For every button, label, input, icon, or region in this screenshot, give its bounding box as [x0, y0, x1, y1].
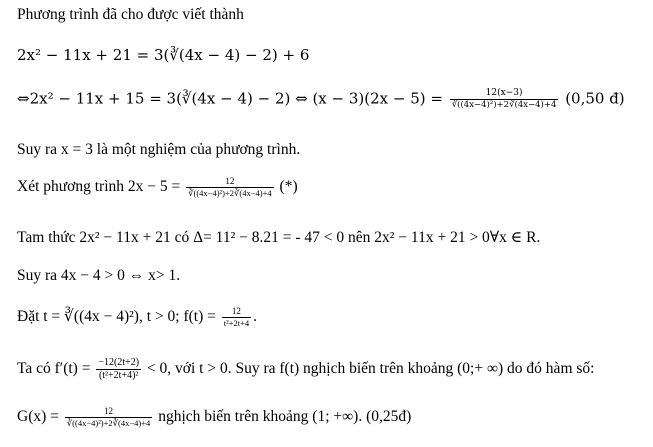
- function-g-denominator: ∛((4x−4)²)+2∛(4x−4)+4: [66, 418, 151, 428]
- function-g-right: nghịch biến trên khoảng (1; +∞). (0,25đ): [158, 408, 412, 426]
- substitution-fraction: [222, 306, 251, 329]
- derivative-denominator: (t²+2t+4)²: [96, 369, 141, 382]
- equation-2-denominator: ∛((4x−4)²)+2∛(4x−4)+4: [451, 100, 557, 110]
- function-g-numerator: 12: [104, 406, 114, 416]
- derivative-right: < 0, với t > 0. Suy ra f(t) nghịch biến trên khoảng (0;+ ∞) do đó hàm số:: [146, 360, 595, 378]
- function-g-text: [17, 406, 411, 429]
- equation-2: [17, 88, 625, 111]
- substitution-denominator: t²+2t+4: [223, 318, 250, 328]
- consider-left: Xét phương trình 2x − 5 =: [17, 178, 181, 196]
- derivative-fraction: [96, 357, 141, 382]
- function-g-fraction: [65, 406, 153, 429]
- derivative-text: [17, 357, 594, 382]
- equation-2-fraction: [450, 88, 559, 111]
- derivative-left: Ta có f′(t) =: [17, 360, 91, 378]
- inference-text: Suy ra 4x − 4 > 0 ⇔ x> 1.: [17, 267, 181, 284]
- consider-numerator: 12: [225, 176, 235, 186]
- consider-fraction: [186, 176, 274, 199]
- equation-1: 2x² − 11x + 21 = 3(∛(4x − 4) − 2) + 6: [17, 46, 310, 64]
- consider-denominator: ∛((4x−4)²)+2∛(4x−4)+4: [188, 188, 272, 198]
- function-g-left: G(x) =: [17, 408, 59, 426]
- equation-2-numerator: 12(x−3): [485, 88, 523, 98]
- trinomial-text: Tam thức 2x² − 11x + 21 có Δ= 11² − 8.21 = - 47 < 0 nên 2x² − 11x + 21 > 0∀x ∈ R.: [17, 229, 541, 246]
- consider-equation: [17, 176, 298, 199]
- consider-mark: (*): [279, 178, 298, 196]
- substitution-text: Đặt t = ∛((4x − 4)²), t > 0; f(t) = $\frac{12}{\text{t²+2t+4}}$ .: [17, 306, 257, 328]
- equation-2-left: ⇔2x² − 11x + 15 = 3(∛(4x − 4) − 2) ⇔ (x − 3)(2x − 5) =: [17, 89, 443, 108]
- equation-2-score: (0,50 đ): [565, 89, 625, 108]
- derivative-numerator: −12(2t+2): [98, 357, 140, 368]
- substitution-left: Đặt t = ∛((4x − 4)²), t > 0; f(t) =: [17, 308, 216, 326]
- substitution-numerator: 12: [231, 306, 241, 316]
- intro-text: Phương trình đã cho được viết thành: [17, 6, 244, 23]
- root-statement: Suy ra x = 3 là một nghiệm của phương trình.: [17, 141, 301, 158]
